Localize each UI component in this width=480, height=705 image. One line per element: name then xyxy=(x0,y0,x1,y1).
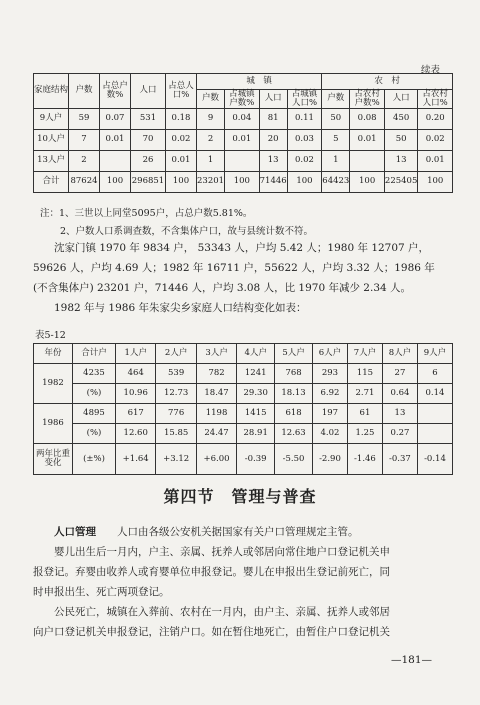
table-cell: 293 xyxy=(312,364,347,384)
table-cell: 15.85 xyxy=(156,424,196,444)
subsection-heading: 人口管理 xyxy=(54,526,96,538)
table-cell: 618 xyxy=(275,404,313,424)
household-structure-table xyxy=(33,73,453,193)
table-cell: 23201 xyxy=(197,171,225,192)
text-line: 公民死亡，城镇在入葬前、农村在一月内，由户主、亲属、抚养人或邻居 xyxy=(54,606,390,618)
table-cell: 5 xyxy=(322,129,350,150)
header-cell: 人口 xyxy=(259,90,287,109)
table-cell: 0.01 xyxy=(418,150,453,171)
table-cell: 24.47 xyxy=(196,424,236,444)
table-cell: 6 xyxy=(417,364,452,384)
table-cell: 0.03 xyxy=(287,129,322,150)
table-row xyxy=(34,404,453,424)
header-cell: 占总人口% xyxy=(166,74,197,109)
header-cell: 5人户 xyxy=(275,344,313,364)
section-title: 第四节 管理与普查 xyxy=(163,487,317,506)
header-cell-rural: 农 村 xyxy=(322,74,453,90)
table-cell: 100 xyxy=(225,171,260,192)
table-row xyxy=(34,424,453,444)
table-cell: 0.64 xyxy=(382,384,417,404)
table-cell: 12.60 xyxy=(116,424,156,444)
table-cell: 70 xyxy=(131,129,166,150)
header-cell: 9人户 xyxy=(417,344,452,364)
table-cell: (±%) xyxy=(73,444,116,475)
table-cell: 50 xyxy=(322,108,350,129)
table-cell: 0.08 xyxy=(350,108,385,129)
header-cell: 人口 xyxy=(131,74,166,109)
table-cell: 50 xyxy=(384,129,417,150)
table-cell: 617 xyxy=(116,404,156,424)
header-cell: 6人户 xyxy=(312,344,347,364)
table-cell: 100 xyxy=(287,171,322,192)
table-cell: 0.11 xyxy=(287,108,322,129)
table-cell: 0.02 xyxy=(418,129,453,150)
header-cell: 2人户 xyxy=(156,344,196,364)
table-note-2: 2、户数人口系调查数，不含集体户口，故与县统计数不符。 xyxy=(60,226,314,237)
table-cell: -0.37 xyxy=(382,444,417,475)
table-cell: 539 xyxy=(156,364,196,384)
table-cell: 0.02 xyxy=(287,150,322,171)
table-cell: 0.04 xyxy=(225,108,260,129)
table-cell xyxy=(100,150,131,171)
table-cell: 4895 xyxy=(73,404,116,424)
table-cell: 26 xyxy=(131,150,166,171)
table-cell: 100 xyxy=(100,171,131,192)
text-line: 59626 人，户均 4.69 人；1982 年 16711 户，55622 人，户均 3.32 人；1986 年 xyxy=(33,262,435,274)
table-cell: 13 xyxy=(384,150,417,171)
table-cell: 13 xyxy=(382,404,417,424)
header-cell-urban: 城 镇 xyxy=(197,74,322,90)
table-cell: 0.18 xyxy=(166,108,197,129)
table-cell: 合计 xyxy=(34,171,69,192)
table-cell: 64423 xyxy=(322,171,350,192)
table-cell: +1.64 xyxy=(116,444,156,475)
table-cell: 296851 xyxy=(131,171,166,192)
header-cell: 占城镇人口% xyxy=(287,90,322,109)
table-cell: (%) xyxy=(73,424,116,444)
table-cell: 61 xyxy=(347,404,382,424)
change-label-cell: 两年比重变化 xyxy=(34,444,73,475)
table-cell: 0.01 xyxy=(166,150,197,171)
text-line: 时申报出生、死亡两项登记。 xyxy=(33,586,170,598)
table-cell: 0.01 xyxy=(350,129,385,150)
table-cell xyxy=(225,150,260,171)
text-line: 向户口登记机关申报登记，注销户口。如在暂住地死亡，由暂住户口登记机关 xyxy=(33,626,390,638)
table-cell xyxy=(417,404,452,424)
table-cell: 20 xyxy=(259,129,287,150)
header-cell: 8人户 xyxy=(382,344,417,364)
table-cell: +6.00 xyxy=(196,444,236,475)
table-cell: -0.14 xyxy=(417,444,452,475)
header-cell: 户数 xyxy=(69,74,100,109)
table-cell: 87624 xyxy=(69,171,100,192)
table-cell: 10.96 xyxy=(116,384,156,404)
table-cell: 100 xyxy=(418,171,453,192)
table-header-row xyxy=(34,74,453,90)
table-cell: 1415 xyxy=(237,404,275,424)
table-cell: 450 xyxy=(384,108,417,129)
table-cell: -1.46 xyxy=(347,444,382,475)
table-cell: 12.73 xyxy=(156,384,196,404)
table-cell xyxy=(350,150,385,171)
text-line: (不含集体户) 23201 户，71446 人，户均 3.08 人，比 1970 年减少 2.34 人。 xyxy=(33,282,412,294)
table-row xyxy=(34,384,453,404)
table-row xyxy=(34,108,453,129)
year-cell: 1982 xyxy=(34,364,73,404)
header-cell: 年份 xyxy=(34,344,73,364)
table-row xyxy=(34,150,453,171)
header-cell: 户数 xyxy=(322,90,350,109)
table-row xyxy=(34,364,453,384)
text-line: 1982 年与 1986 年朱家尖乡家庭人口结构变化如表： xyxy=(54,302,307,314)
text-span: 人口由各级公安机关据国家有关户口管理规定主管。 xyxy=(117,526,359,538)
table-cell: 1 xyxy=(197,150,225,171)
text-line: 沈家门镇 1970 年 9834 户， 53343 人，户均 5.42 人；1980 年 12707 户， xyxy=(54,242,430,254)
header-cell: 人口 xyxy=(384,90,417,109)
table-cell: 225405 xyxy=(384,171,417,192)
text-line: 婴儿出生后一月内，户主、亲属、抚养人或邻居向常住地户口登记机关申 xyxy=(54,546,390,558)
table-cell: 0.27 xyxy=(382,424,417,444)
table-cell: 13人户 xyxy=(34,150,69,171)
table-cell: 59 xyxy=(69,108,100,129)
table-cell: 0.07 xyxy=(100,108,131,129)
table-cell: 71446 xyxy=(259,171,287,192)
table-cell: 18.13 xyxy=(275,384,313,404)
table-cell: 100 xyxy=(166,171,197,192)
table-cell: 768 xyxy=(275,364,313,384)
table-cell: 531 xyxy=(131,108,166,129)
table-cell: 0.01 xyxy=(225,129,260,150)
table-row xyxy=(34,129,453,150)
table-cell: 100 xyxy=(350,171,385,192)
continued-label: 续表 xyxy=(420,65,440,76)
table-cell: 2 xyxy=(197,129,225,150)
header-cell: 占农村户数% xyxy=(350,90,385,109)
table-note-1: 注：1、三世以上同堂5095户，占总户数5.81%。 xyxy=(40,208,253,219)
table-cell: 13 xyxy=(259,150,287,171)
table-cell: 782 xyxy=(196,364,236,384)
table-cell: 18.47 xyxy=(196,384,236,404)
section-body xyxy=(33,522,453,642)
header-cell: 合计户 xyxy=(73,344,116,364)
year-cell: 1986 xyxy=(34,404,73,444)
table-cell: 81 xyxy=(259,108,287,129)
header-cell: 占城镇户数% xyxy=(225,90,260,109)
table-change-row xyxy=(34,444,453,475)
header-cell: 占总户数% xyxy=(100,74,131,109)
table-cell: 197 xyxy=(312,404,347,424)
header-cell: 家庭结构 xyxy=(34,74,69,109)
table-cell: 115 xyxy=(347,364,382,384)
table-cell: 0.02 xyxy=(166,129,197,150)
table-cell: (%) xyxy=(73,384,116,404)
table-total-row xyxy=(34,171,453,192)
page-number: —181— xyxy=(390,654,432,666)
table-cell: 0.14 xyxy=(417,384,452,404)
table-cell: 9 xyxy=(197,108,225,129)
table-cell: -2.90 xyxy=(312,444,347,475)
table-cell: 776 xyxy=(156,404,196,424)
header-cell: 占农村人口% xyxy=(418,90,453,109)
table-cell: 4.02 xyxy=(312,424,347,444)
table-label: 表5-12 xyxy=(35,330,66,341)
table-cell: 27 xyxy=(382,364,417,384)
header-cell: 户数 xyxy=(197,90,225,109)
table-cell: -0.39 xyxy=(237,444,275,475)
table-cell: +3.12 xyxy=(156,444,196,475)
header-cell: 4人户 xyxy=(237,344,275,364)
table-cell: 1.25 xyxy=(347,424,382,444)
table-cell: 7 xyxy=(69,129,100,150)
text-line: 报登记。弃婴由收养人或育婴单位申报登记。婴儿在申报出生登记前死亡，同 xyxy=(33,566,390,578)
table-cell: 2.71 xyxy=(347,384,382,404)
table-cell: 1198 xyxy=(196,404,236,424)
table-cell: 29.30 xyxy=(237,384,275,404)
text-line xyxy=(33,522,453,542)
header-cell: 3人户 xyxy=(196,344,236,364)
header-cell: 1人户 xyxy=(116,344,156,364)
table-cell: 464 xyxy=(116,364,156,384)
table-cell: 28.91 xyxy=(237,424,275,444)
table-cell: -5.50 xyxy=(275,444,313,475)
household-size-change-table xyxy=(33,343,453,475)
table-cell: 4235 xyxy=(73,364,116,384)
table-cell: 0.01 xyxy=(100,129,131,150)
header-cell: 7人户 xyxy=(347,344,382,364)
table-cell: 12.63 xyxy=(275,424,313,444)
table-cell: 2 xyxy=(69,150,100,171)
table-cell xyxy=(417,424,452,444)
table-cell: 9人户 xyxy=(34,108,69,129)
body-paragraph xyxy=(33,238,453,318)
table-cell: 6.92 xyxy=(312,384,347,404)
table-cell: 1 xyxy=(322,150,350,171)
table-cell: 0.20 xyxy=(418,108,453,129)
table-cell: 1241 xyxy=(237,364,275,384)
table-header-row xyxy=(34,344,453,364)
table-cell: 10人户 xyxy=(34,129,69,150)
